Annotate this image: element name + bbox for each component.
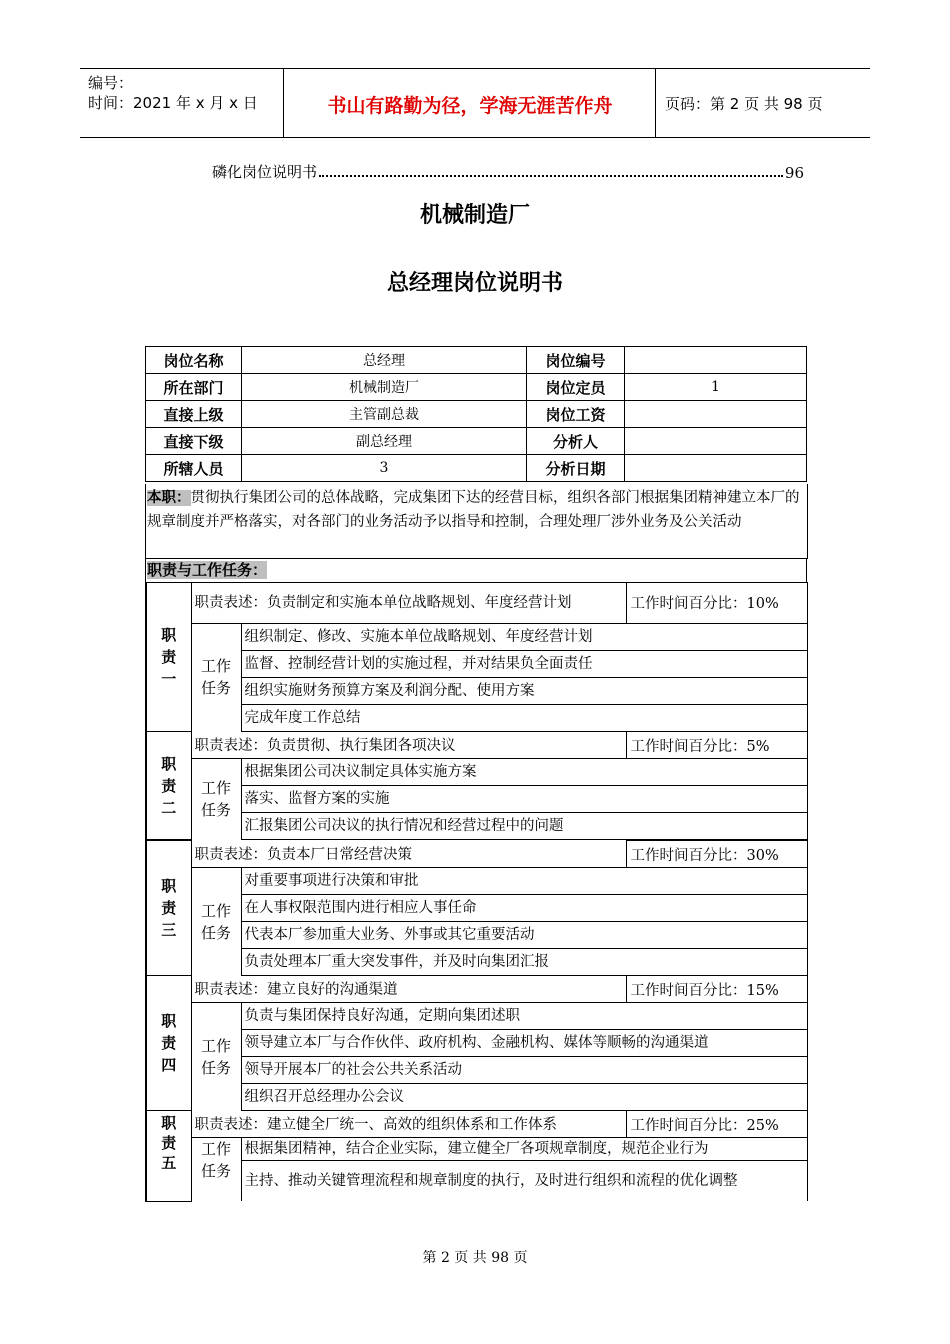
page-header (80, 68, 870, 138)
core-responsibility (145, 484, 808, 559)
info-value: 副总经理 (242, 428, 527, 455)
info-value: 机械制造厂 (242, 374, 527, 401)
task-item: 代表本厂参加重大业务、外事或其它重要活动 (241, 922, 807, 949)
info-value: 主管副总裁 (242, 401, 527, 428)
work-task-label: 工作任务 (200, 657, 231, 698)
position-info-table (145, 346, 807, 482)
core-responsibility-label: 本职： (147, 490, 191, 506)
task-item: 在人事权限范围内进行相应人事任命 (241, 895, 807, 922)
duty-side-label: 职责一 (146, 583, 191, 732)
task-item: 落实、监督方案的实施 (241, 786, 807, 813)
info-value: 1 (625, 374, 807, 401)
toc-entry-page: 96 (784, 164, 804, 182)
info-label: 分析日期 (527, 455, 625, 482)
work-task-label: 工作任务 (200, 1036, 231, 1077)
duty-description: 职责表述：建立良好的沟通渠道 (191, 976, 626, 1003)
duty-block (145, 1110, 808, 1202)
info-label: 岗位编号 (527, 347, 625, 374)
info-label: 所辖人员 (146, 455, 242, 482)
toc-entry[interactable] (212, 160, 804, 182)
duty-side-label: 职责二 (146, 732, 191, 840)
duty-side-label: 职责三 (146, 841, 191, 976)
duty-description: 职责表述：负责制定和实施本单位战略规划、年度经营计划 (191, 583, 626, 624)
serial-label: 编号： (88, 74, 134, 92)
date-label: 时间：2021 年 x 月 x 日 (88, 94, 258, 112)
info-label: 岗位定员 (527, 374, 625, 401)
duty-time-percentage: 工作时间百分比：30% (626, 841, 807, 868)
task-item: 根据集团精神，结合企业实际，建立健全厂各项规章制度，规范企业行为 (241, 1138, 807, 1161)
toc-entry-title: 磷化岗位说明书 (212, 163, 318, 181)
header-motto: 书山有路勤为径，学海无涯苦作舟 (327, 95, 613, 117)
duties-section-title: 职责与工作任务： (145, 558, 807, 583)
task-item: 根据集团公司决议制定具体实施方案 (241, 759, 807, 786)
document-subtitle: 总经理岗位说明书 (386, 271, 563, 296)
task-item: 监督、控制经营计划的实施过程，并对结果负全面责任 (241, 650, 807, 677)
task-item: 负责处理本厂重大突发事件，并及时向集团汇报 (241, 949, 807, 976)
document-title: 机械制造厂 (419, 203, 530, 228)
duty-description: 职责表述：负责贯彻、执行集团各项决议 (191, 732, 626, 759)
duty-block (145, 731, 808, 840)
duty-description: 职责表述：建立健全厂统一、高效的组织体系和工作体系 (191, 1111, 626, 1138)
info-label: 直接下级 (146, 428, 242, 455)
info-label: 直接上级 (146, 401, 242, 428)
info-label: 所在部门 (146, 374, 242, 401)
task-item: 汇报集团公司决议的执行情况和经营过程中的问题 (241, 813, 807, 840)
info-value (625, 428, 807, 455)
duty-block (145, 975, 808, 1111)
core-responsibility-text: 贯彻执行集团公司的总体战略，完成集团下达的经营目标，组织各部门根据集团精神建立本厂的规章制度并严格落实，对各部门的业务活动予以指导和控制，合理处理厂涉外业务及公关活动 (147, 490, 800, 530)
toc-leader-dots (319, 175, 783, 177)
header-divider (283, 69, 284, 137)
task-item: 完成年度工作总结 (241, 704, 807, 731)
task-item: 领导开展本厂的社会公共关系活动 (241, 1057, 807, 1084)
info-value (625, 455, 807, 482)
task-item: 主持、推动关键管理流程和规章制度的执行，及时进行组织和流程的优化调整 (241, 1161, 807, 1202)
task-item: 负责与集团保持良好沟通，定期向集团述职 (241, 1003, 807, 1030)
work-task-label: 工作任务 (200, 1140, 231, 1180)
task-item: 对重要事项进行决策和审批 (241, 868, 807, 895)
task-item: 组织实施财务预算方案及利润分配、使用方案 (241, 677, 807, 704)
task-item: 组织召开总经理办公会议 (241, 1084, 807, 1111)
info-label: 岗位工资 (527, 401, 625, 428)
task-item: 组织制定、修改、实施本单位战略规划、年度经营计划 (241, 623, 807, 650)
duty-block (145, 840, 808, 976)
work-task-label: 工作任务 (200, 779, 231, 820)
task-item: 领导建立本厂与合作伙伴、政府机构、金融机构、媒体等顺畅的沟通渠道 (241, 1030, 807, 1057)
header-divider (655, 69, 656, 137)
page-footer: 第 2 页 共 98 页 (422, 1250, 528, 1266)
info-value: 3 (242, 455, 527, 482)
duty-time-percentage: 工作时间百分比：15% (626, 976, 807, 1003)
info-value (625, 347, 807, 374)
header-page-info: 页码：第 2 页 共 98 页 (665, 95, 823, 113)
duty-side-label: 职责五 (146, 1111, 191, 1202)
header-meta (88, 73, 258, 113)
info-value (625, 401, 807, 428)
duty-time-percentage: 工作时间百分比：5% (626, 732, 807, 759)
duty-time-percentage: 工作时间百分比：10% (626, 583, 807, 624)
work-task-label: 工作任务 (200, 901, 231, 942)
info-label: 分析人 (527, 428, 625, 455)
duty-time-percentage: 工作时间百分比：25% (626, 1111, 807, 1138)
duty-side-label: 职责四 (146, 976, 191, 1111)
duty-description: 职责表述：负责本厂日常经营决策 (191, 841, 626, 868)
info-value: 总经理 (242, 347, 527, 374)
info-label: 岗位名称 (146, 347, 242, 374)
duty-block (145, 582, 808, 732)
